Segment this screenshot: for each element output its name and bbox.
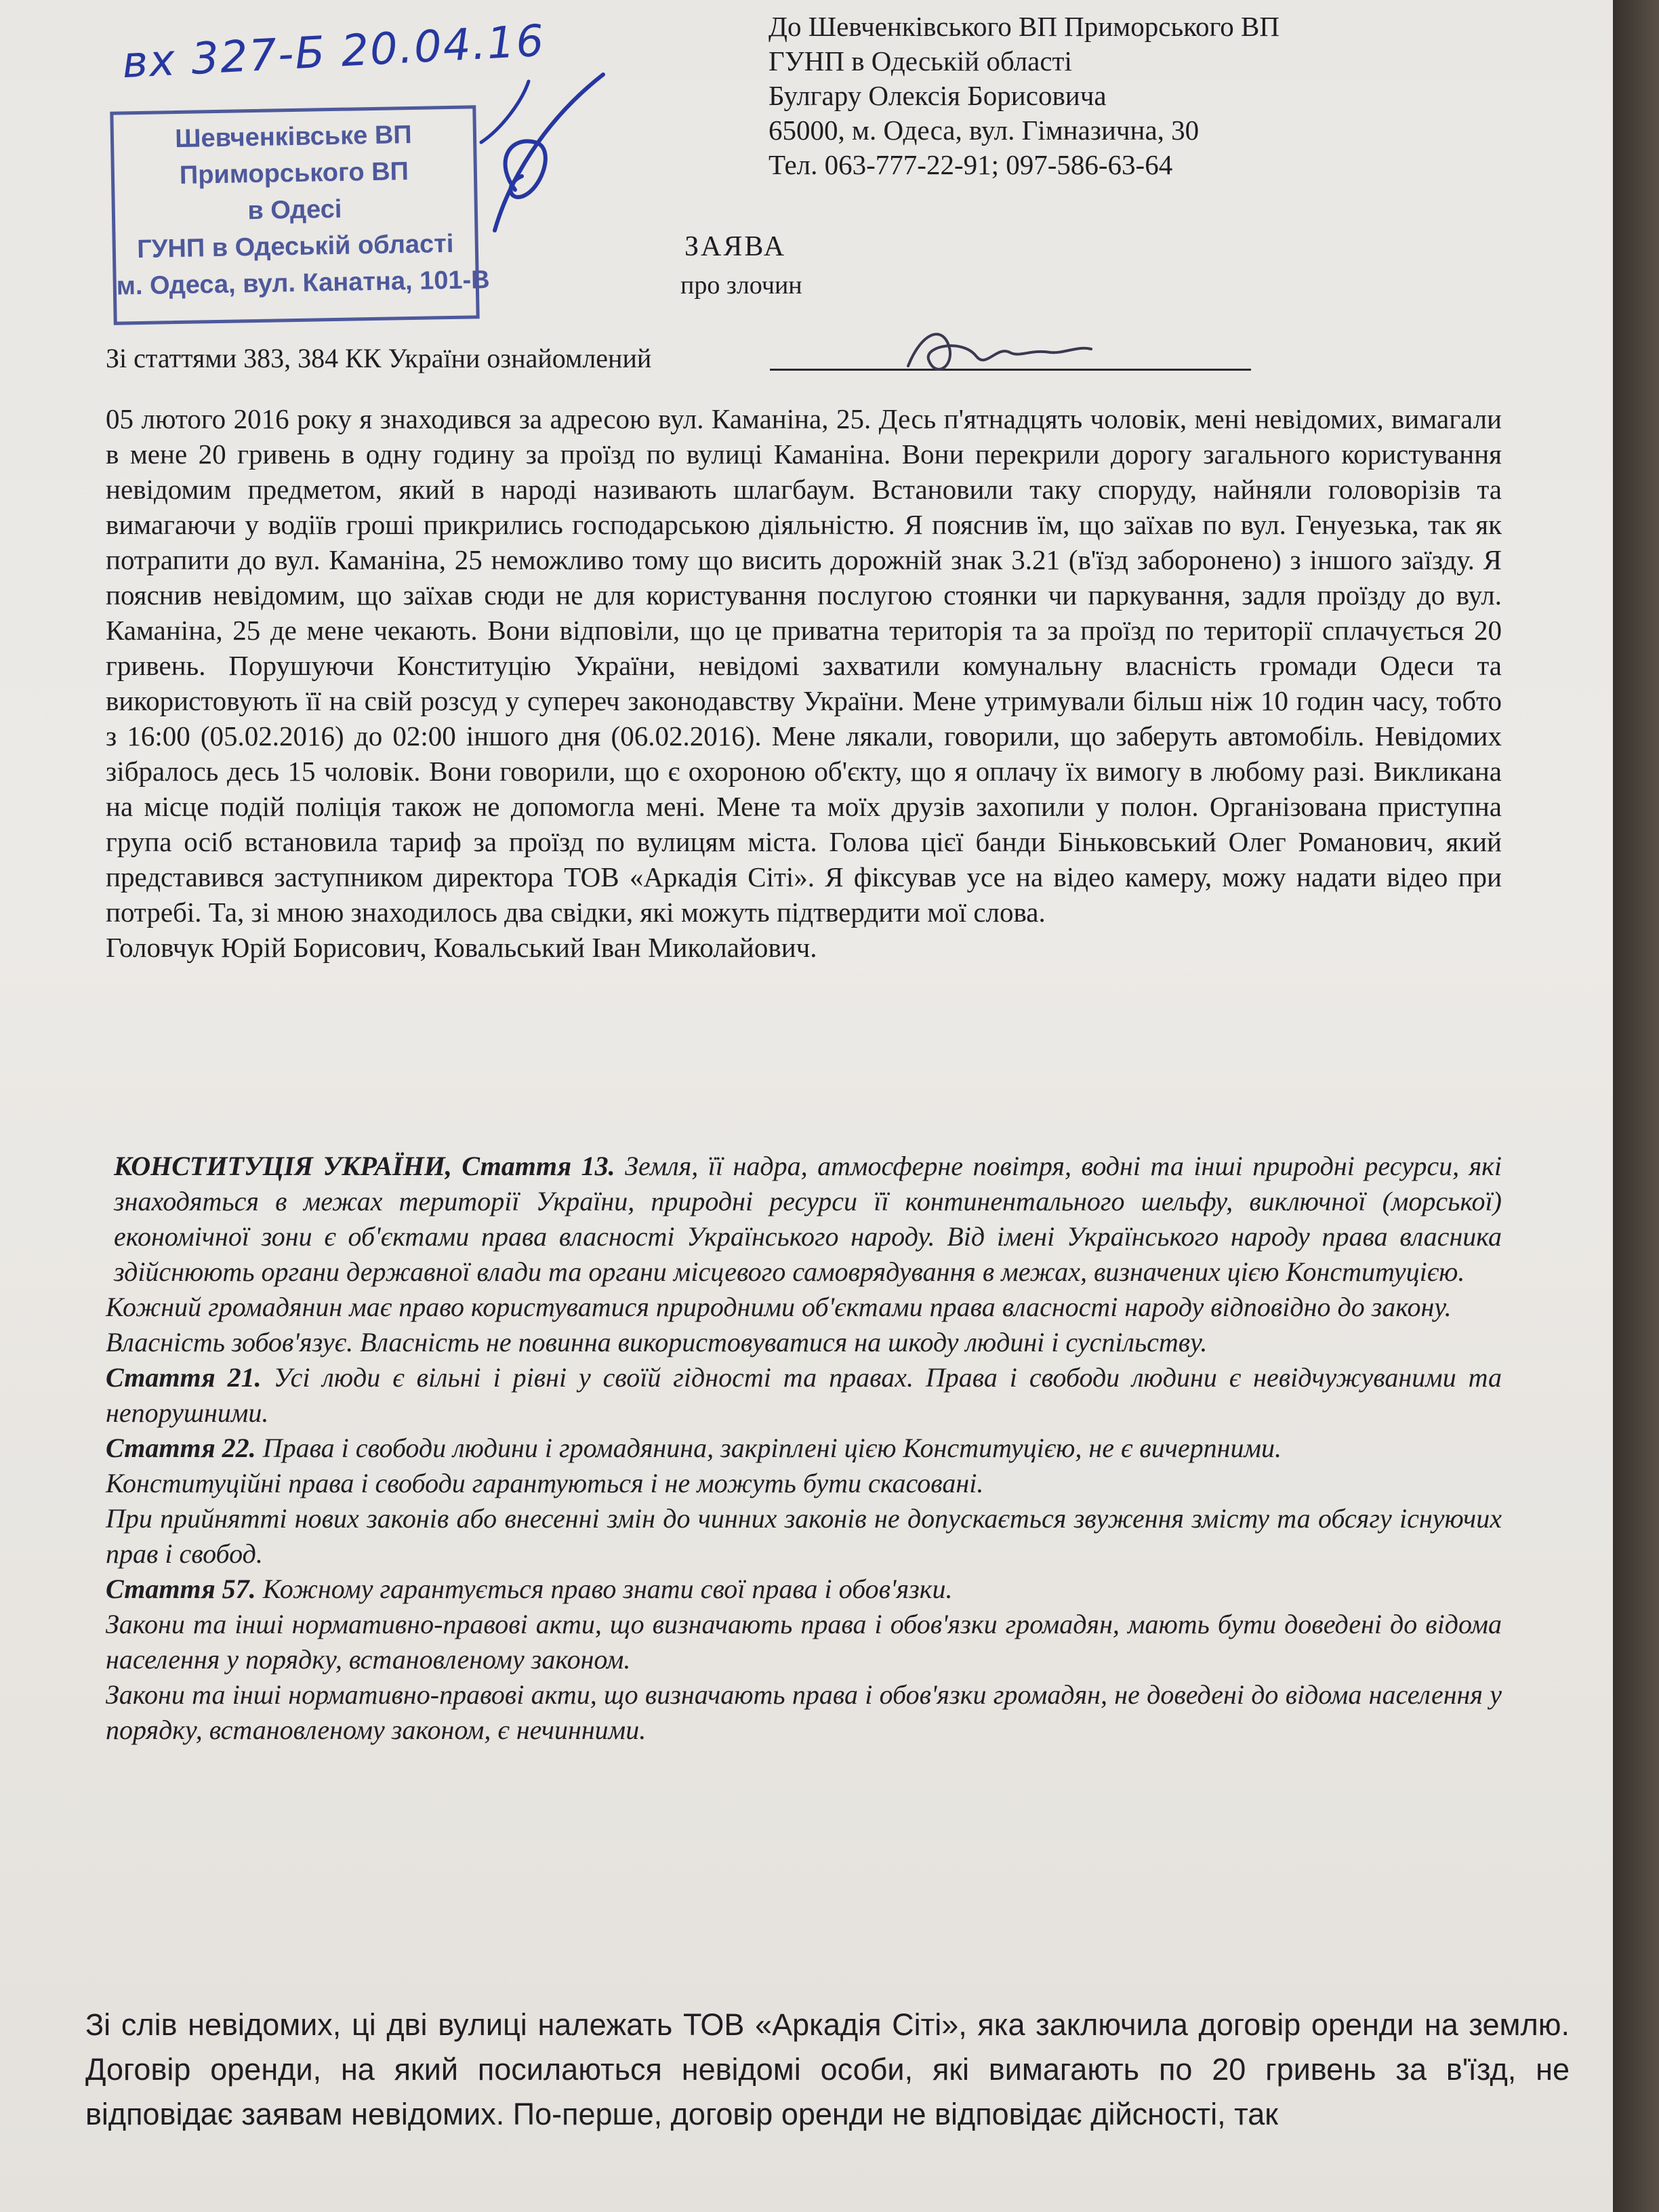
article-57-label: Стаття 57. [106,1574,256,1604]
article-21-paragraph [106,1360,1502,1431]
document-subtitle: про злочин [680,271,802,300]
handwritten-resolution-mark [468,61,623,251]
article-text: Закони та інші нормативно-правові акти, що визначають права і обов'язки громадян, мають бути доведені до відома населення у порядку, встановленому законом. [106,1609,1502,1675]
article-21-label: Стаття 21. [106,1362,262,1393]
article-text: При прийнятті нових законів або внесенні змін до чинних законів не допускається звуження змісту та обсягу існуючих прав і свобод. [106,1503,1502,1569]
stamp-line: в Одесі [247,194,342,226]
article-text: Усі люди є вільні і рівні у своїй гідності та правах. Права і свободи людини є невідчужуваними та непорушними. [106,1362,1502,1428]
closing-paragraph: Зі слів невідомих, ці дві вулиці належать ТОВ «Аркадія Сіті», яка заключила договір оренди на землю. Договір оренди, на який посилаються невідомі особи, які вимагають по 20 гривень за в'їзд, не відповідає заявам невідомих. По-перше, договір оренди не відповідає дійсності, так [85,2007,1570,2131]
article-text: Кожний громадянин має право користуватися природними об'єктами права власності народу відповідно до закону. [106,1292,1452,1322]
article-22-paragraph [106,1431,1502,1466]
article-13-label: Стаття 13. [462,1151,615,1181]
acknowledgement-line: Зі статтями 383, 384 КК України ознайомлений [106,343,652,373]
address-line: 65000, м. Одеса, вул. Гімназична, 30 [769,115,1200,146]
police-stamp [110,105,491,325]
document-title: ЗАЯВА [684,231,787,262]
stamp-line: м. Одеса, вул. Канатна, 101-В [116,265,491,301]
article-57-paragraph [106,1572,1502,1607]
address-line: До Шевченківського ВП Приморського ВП [769,11,1279,42]
statement-paragraph: 05 лютого 2016 року я знаходився за адресою вул. Каманіна, 25. Десь п'ятнадцять чоловік, мені невідомих, вимагали в мене 20 гривень в одну годину за проїзд по вулиці Каманіна. Вони перекрили дорогу загального користування невідомим предметом, який в народі називають шлагбаум. Встановили таку споруду, найняли головорізів та вимагаючи у водіїв гроші прикрились господарською діяльністю. Я пояснив їм, що заїхав по вул. Генуезька, так як потрапити до вул. Каманіна, 25 неможливо тому що висить дорожній знак 3.21 (в'їзд заборонено) з іншого заїзду. Я пояснив невідомим, що заїхав сюди не для користування послугою стоянки чи паркування, задля проїзду до вул. Каманіна, 25 де мене чекають. Вони відповіли, що це приватна територія та за проїзд по території сплачується 20 гривень. Порушуючи Конституцію України, невідомі захватили комунальну власність громади Одеси та використовують її на свій розсуд у супереч законодавству України. Мене утримували більш ніж 10 годин часу, тобто з 16:00 (05.02.2016) до 02:00 іншого дня (06.02.2016). Мене лякали, говорили, що заберуть автомобіль. Невідомих зібралось десь 15 чоловік. Вони говорили, що є охороною об'єкту, що я оплачу їх вимогу в любому разі. Викликана на місце подій поліція також не допомогла мені. Мене та моїх друзів захопили у полон. Організована приступна група осіб встановила тариф за проїзд по вулицям міста. Голова цієї банди Біньковський Олег Романович, який представився заступником директора ТОВ «Аркадія Сіті». Я фіксував усе на відео камеру, можу надати відео при потребі. Та, зі мною знаходилось два свідки, які можуть підтвердити мої слова. [106,403,1502,928]
article-22-label: Стаття 22. [106,1433,256,1463]
constitution-heading: КОНСТИТУЦІЯ УКРАЇНИ, [114,1151,452,1181]
background-surface [1605,0,1659,2212]
stamp-line: ГУНП в Одеській області [136,229,454,264]
article-text: Кожному гарантується право знати свої права і обов'язки. [262,1574,953,1604]
article-text: Закони та інші нормативно-правові акти, що визначають права і обов'язки громадян, не доведені до відома населення у порядку, встановленому законом, є нечинними. [106,1679,1502,1745]
witnesses-line: Головчук Юрій Борисович, Ковальський Іван Миколайович. [106,932,817,963]
stamp-line: Шевченківське ВП [174,120,412,154]
article-text: Власність зобов'язує. Власність не повинна використовуватися на шкоду людині і суспільству. [106,1327,1208,1357]
article-text: Права і свободи людини і громадянина, закріплені цією Конституцією, не є вичерпними. [262,1433,1282,1463]
constitution-excerpt [106,1149,1502,1748]
signature [895,319,1098,386]
incoming-registration-note: вх 327-Б 20.04.16 [121,16,546,89]
address-line: Тел. 063-777-22-91; 097-586-63-64 [769,149,1173,180]
statement-body [106,401,1502,965]
article-text: Земля, її надра, атмосферне повітря, водні та інші природні ресурси, які знаходяться в межах території України, природні ресурси її континентального шельфу, виключної (морської) економічної зони є об'єктами права власності Українського народу. Від імені Українського народу права власника здійснюють органи державної влади та органи місцевого самоврядування в межах, визначених цією Конституцією. [114,1151,1502,1287]
article-text: Конституційні права і свободи гарантуються і не можуть бути скасовані. [106,1468,984,1498]
address-line: ГУНП в Одеській області [769,45,1072,77]
addressee-block [769,9,1279,182]
address-line: Булгару Олексія Борисовича [769,80,1107,111]
article-13-paragraph [106,1149,1502,1290]
stamp-line: Приморського ВП [179,157,409,190]
